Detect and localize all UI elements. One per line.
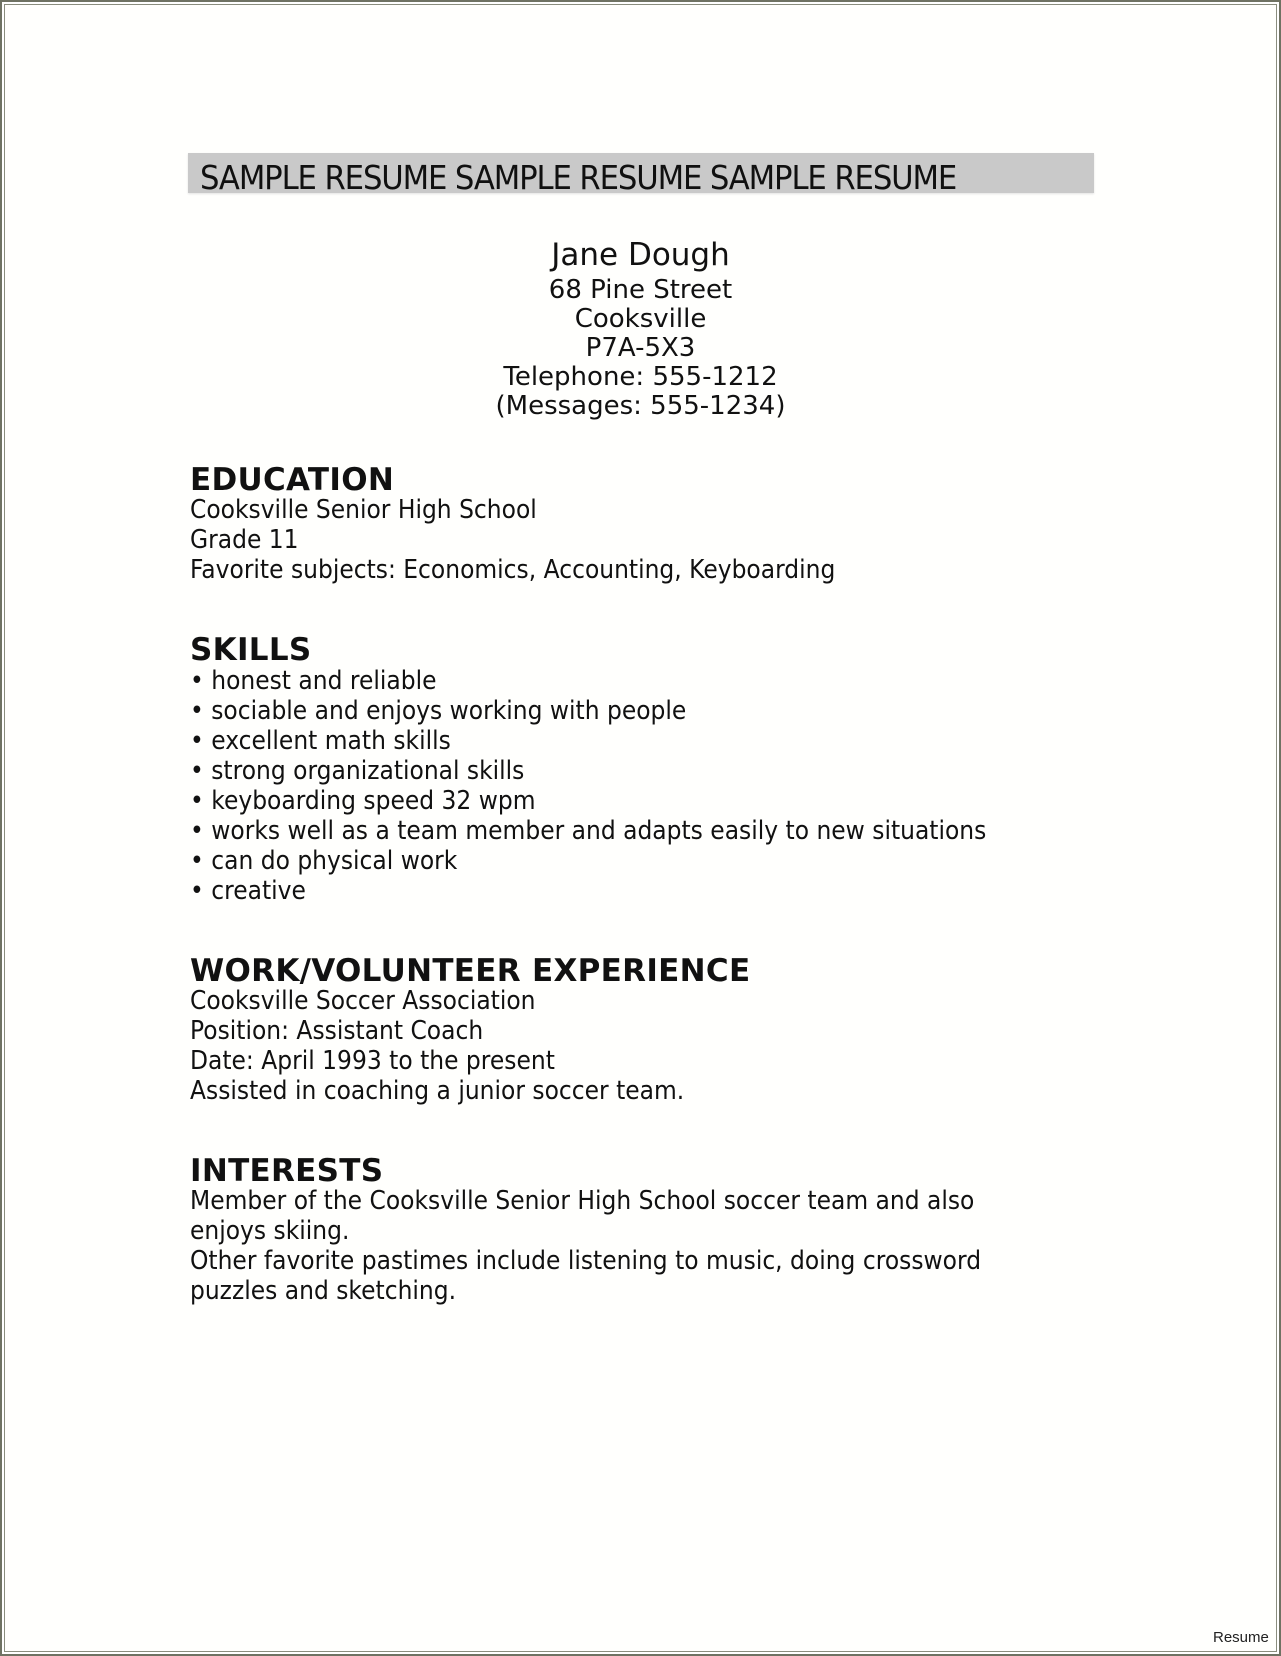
skill-item: • can do physical work bbox=[190, 846, 458, 876]
interests-line: enjoys skiing. bbox=[190, 1216, 350, 1246]
education-line: Cooksville Senior High School bbox=[190, 495, 537, 525]
address-line: 68 Pine Street bbox=[548, 275, 733, 305]
interests-line: Member of the Cooksville Senior High School soccer team and also bbox=[190, 1186, 975, 1216]
sample-banner bbox=[188, 153, 1094, 197]
work-line: Date: April 1993 to the present bbox=[190, 1046, 555, 1076]
interests-line: puzzles and sketching. bbox=[190, 1276, 457, 1306]
applicant-name: Jane Dough bbox=[551, 237, 730, 273]
section-title-skills: SKILLS bbox=[190, 632, 312, 668]
messages-phone: (Messages: 555-1234) bbox=[495, 391, 786, 421]
footer-label: Resume bbox=[1213, 1629, 1269, 1646]
city: Cooksville bbox=[574, 304, 707, 334]
banner-text: SAMPLE RESUME SAMPLE RESUME SAMPLE RESUME bbox=[200, 158, 957, 197]
section-title-education: EDUCATION bbox=[190, 462, 395, 498]
section-title-work: WORK/VOLUNTEER EXPERIENCE bbox=[190, 953, 751, 989]
skill-item: • creative bbox=[190, 876, 306, 906]
section-title-interests: INTERESTS bbox=[190, 1153, 384, 1189]
education-line: Grade 11 bbox=[190, 525, 299, 555]
telephone: Telephone: 555-1212 bbox=[503, 362, 778, 392]
skill-item: • honest and reliable bbox=[190, 666, 437, 696]
skill-item: • strong organizational skills bbox=[190, 756, 525, 786]
skill-item: • sociable and enjoys working with people bbox=[190, 696, 687, 726]
work-line: Position: Assistant Coach bbox=[190, 1016, 484, 1046]
postal-code: P7A-5X3 bbox=[585, 333, 696, 363]
work-line: Cooksville Soccer Association bbox=[190, 986, 536, 1016]
skill-item: • works well as a team member and adapts easily to new situations bbox=[190, 816, 987, 846]
skill-item: • keyboarding speed 32 wpm bbox=[190, 786, 536, 816]
interests-line: Other favorite pastimes include listening to music, doing crossword bbox=[190, 1246, 982, 1276]
skill-item: • excellent math skills bbox=[190, 726, 451, 756]
education-line: Favorite subjects: Economics, Accounting, Keyboarding bbox=[190, 555, 836, 585]
work-line: Assisted in coaching a junior soccer team. bbox=[190, 1076, 685, 1106]
